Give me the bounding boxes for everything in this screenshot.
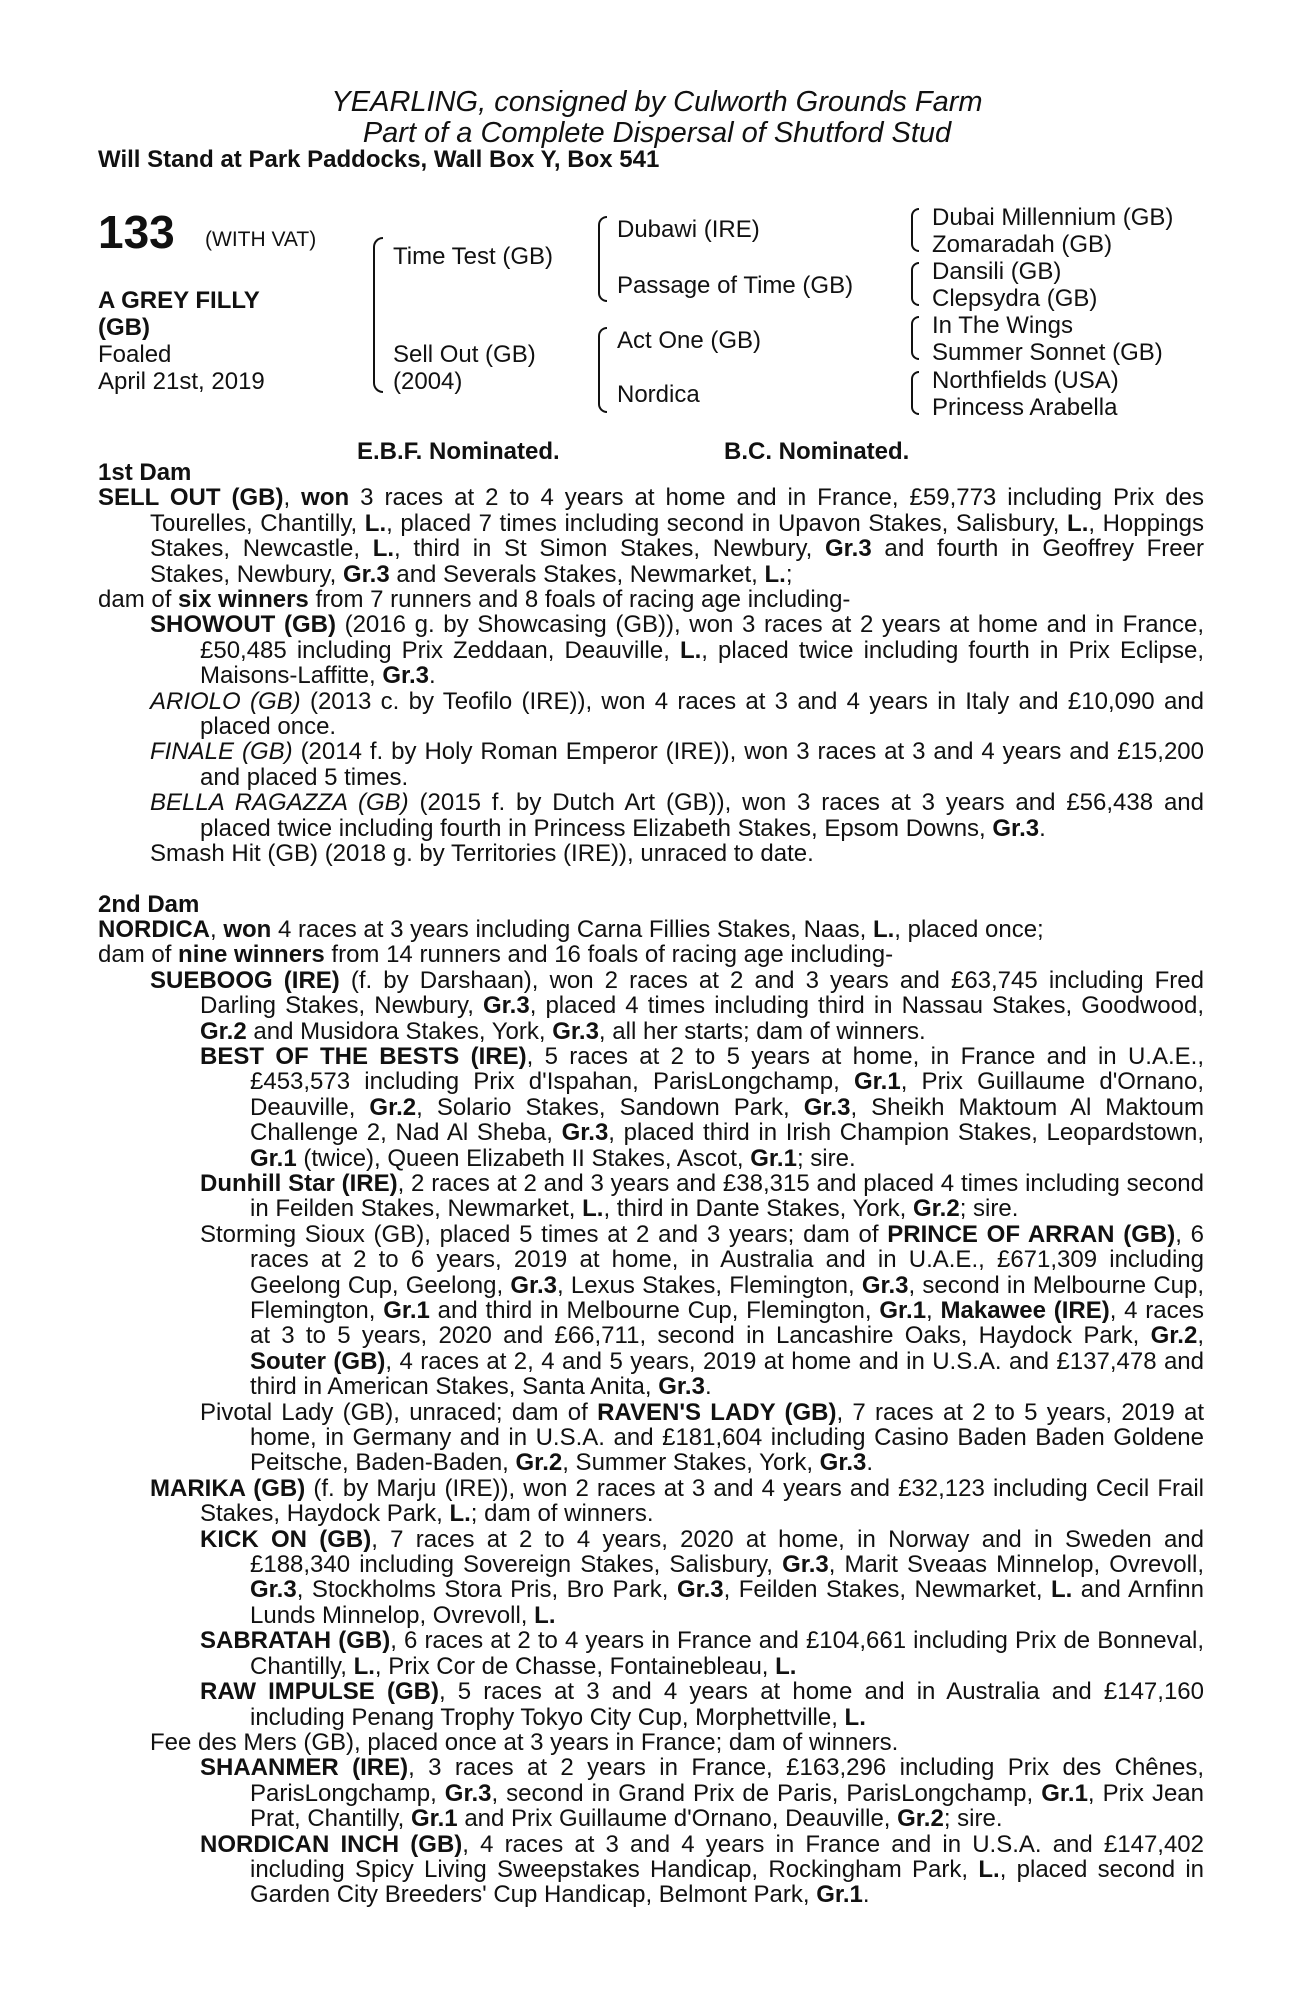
grandproduce-entry: Pivotal Lady (GB), unraced; dam of RAVEN'S LADY (GB), 7 races at 2 to 5 years, 2019 at home, in Germany and in U.S.A. and £181,604 including Casino Baden Baden Goldene Peitsche, Baden-Baden, Gr.2, Summer Stakes, York, Gr.3.: [200, 1398, 1205, 1477]
dam-year: (2004): [393, 368, 463, 395]
produce-entry: Fee des Mers (GB), placed once at 3 years in France; dam of winners.: [150, 1728, 899, 1756]
dam-sire: Act One (GB): [617, 327, 762, 354]
grandproduce-entry: Dunhill Star (IRE), 2 races at 2 and 3 years and £38,315 and placed 4 times including second in Feilden Stakes, Newmarket, L., third in Dante Stakes, York, Gr.2; sire.: [200, 1169, 1204, 1223]
first-dam-heading: 1st Dam: [98, 459, 192, 486]
brace-g3-3: [911, 316, 919, 360]
brace-dam-parents: [598, 327, 607, 413]
lot-description: A GREY FILLY: [98, 287, 260, 314]
produce-entry: MARIKA (GB) (f. by Marju (IRE)), won 2 races at 3 and 4 years and £32,123 including Cecil Frail Stakes, Haydock Park, L.; dam of winners.: [150, 1474, 1205, 1528]
dam-sire-sire: In The Wings: [932, 312, 1073, 339]
produce-entry: SHOWOUT (GB) (2016 g. by Showcasing (GB)), won 3 races at 2 years at home and in France, £50,485 including Prix Zeddaan, Deauville, L., placed twice including fourth in Prix Eclipse, Maisons-Laffitte, Gr.3.: [150, 611, 1204, 690]
dam-dam: Nordica: [617, 381, 700, 408]
granddam-produce-summary: dam of nine winners from 14 runners and 16 foals of racing age including-: [98, 941, 894, 969]
granddam-record: NORDICA, won 4 races at 3 years including Carna Fillies Stakes, Naas, L., placed once;: [98, 915, 1044, 943]
grandproduce-entry: KICK ON (GB), 7 races at 2 to 4 years, 2020 at home, in Norway and in Sweden and £188,340 including Sovereign Stakes, Salisbury, Gr.3, Marit Sveaas Minnelop, Ovrevoll, Gr.3, Stockholms Stora Pris, Bro Park, Gr.3, Feilden Stakes, Newmarket, L. and Arnfinn Lunds Minnelop, Ovrevoll, L.: [200, 1525, 1205, 1629]
catalogue-body: [98, 460, 1204, 1908]
dam-sire-dam: Summer Sonnet (GB): [932, 339, 1163, 366]
consignor-line: YEARLING, consigned by Culworth Grounds Farm: [331, 86, 983, 118]
brace-gen1: [373, 237, 383, 393]
dam: Sell Out (GB): [393, 341, 536, 368]
grandproduce-entry: BEST OF THE BESTS (IRE), 5 races at 2 to 5 years at home, in France and in U.A.E., £453,573 including Prix d'Ispahan, ParisLongchamp, Gr.1, Prix Guillaume d'Ornano, Deauville, Gr.2, Solario Stakes, Sandown Park, Gr.3, Sheikh Maktoum Al Maktoum Challenge 2, Nad Al Sheba, Gr.3, placed third in Irish Champion Stakes, Leopardstown, Gr.1 (twice), Queen Elizabeth II Stakes, Ascot, Gr.1; sire.: [200, 1042, 1204, 1172]
sire-sire-dam: Zomaradah (GB): [932, 231, 1113, 258]
grandproduce-entry: Storming Sioux (GB), placed 5 times at 2 and 3 years; dam of PRINCE OF ARRAN (GB), 6 races at 2 to 6 years, 2019 at home, in Australia and in U.A.E., £671,309 including Geelong Cup, Geelong, Gr.3, Lexus Stakes, Flemington, Gr.3, second in Melbourne Cup, Flemington, Gr.1 and third in Melbourne Cup, Flemington, Gr.1, Makawee (IRE), 4 races at 3 to 5 years, 2020 and £66,711, second in Lancashire Oaks, Haydock Park, Gr.2, Souter (GB), 4 races at 2, 4 and 5 years, 2019 at home and in U.S.A. and £137,478 and third in American Stakes, Santa Anita, Gr.3.: [200, 1220, 1205, 1401]
stand-location: Will Stand at Park Paddocks, Wall Box Y, Box 541: [98, 146, 660, 173]
sire: Time Test (GB): [393, 243, 554, 270]
foaled-label: Foaled: [98, 341, 172, 368]
second-dam-heading: 2nd Dam: [98, 890, 200, 918]
produce-entry: BELLA RAGAZZA (GB) (2015 f. by Dutch Art (GB)), won 3 races at 3 years and £56,438 and placed twice including fourth in Princess Elizabeth Stakes, Epsom Downs, Gr.3.: [150, 789, 1204, 842]
foaled-date: April 21st, 2019: [98, 368, 265, 395]
lot-number: 133: [98, 206, 175, 258]
sire-dam-dam: Clepsydra (GB): [932, 285, 1098, 312]
grandproduce-entry: RAW IMPULSE (GB), 5 races at 3 and 4 years at home and in Australia and £147,160 including Penang Trophy Tokyo City Cup, Morphettville, L.: [200, 1678, 1204, 1731]
sire-sire-sire: Dubai Millennium (GB): [932, 204, 1174, 231]
sire-dam: Passage of Time (GB): [617, 272, 854, 299]
grandproduce-entry: NORDICAN INCH (GB), 4 races at 3 and 4 years in France and in U.S.A. and £147,402 including Spicy Living Sweepstakes Handicap, Rockingham Park, L., placed second in Garden City Breeders' Cup Handicap, Belmont Park, Gr.1.: [200, 1830, 1205, 1909]
brace-sire-parents: [598, 216, 607, 302]
produce-entry: ARIOLO (GB) (2013 c. by Teofilo (IRE)), won 4 races at 3 and 4 years in Italy and £10,090 and placed once.: [150, 687, 1204, 741]
bc-nomination: B.C. Nominated.: [724, 438, 910, 465]
lot-origin: (GB): [98, 314, 150, 341]
brace-g3-2: [911, 262, 919, 306]
dam-produce-summary: dam of six winners from 7 runners and 8 foals of racing age including-: [98, 586, 851, 614]
brace-g3-4: [911, 371, 919, 415]
grandproduce-entry: SABRATAH (GB), 6 races at 2 to 4 years in France and £104,661 including Prix de Bonneval, Chantilly, L., Prix Cor de Chasse, Fontainebleau, L.: [200, 1627, 1205, 1680]
grandproduce-entry: SHAANMER (IRE), 3 races at 2 years in France, £163,296 including Prix des Chênes, ParisLongchamp, Gr.3, second in Grand Prix de Paris, ParisLongchamp, Gr.1, Prix Jean Prat, Chantilly, Gr.1 and Prix Guillaume d'Ornano, Deauville, Gr.2; sire.: [200, 1754, 1205, 1833]
produce-entry: SUEBOOG (IRE) (f. by Darshaan), won 2 races at 2 and 3 years and £63,745 including Fred Darling Stakes, Newbury, Gr.3, placed 4 times including third in Nassau Stakes, Goodwood, Gr.2 and Musidora Stakes, York, Gr.3, all her starts; dam of winners.: [150, 966, 1204, 1045]
dispersal-line: Part of a Complete Dispersal of Shutford Stud: [362, 117, 952, 149]
produce-entry: FINALE (GB) (2014 f. by Holy Roman Emperor (IRE)), won 3 races at 3 and 4 years and £15,200 and placed 5 times.: [150, 738, 1204, 791]
vat-note: (WITH VAT): [205, 228, 317, 251]
dam-dam-dam: Princess Arabella: [932, 394, 1118, 421]
ebf-nomination: E.B.F. Nominated.: [357, 438, 560, 465]
brace-g3-1: [911, 208, 919, 252]
dam-dam-sire: Northfields (USA): [932, 367, 1119, 394]
dam-record: SELL OUT (GB), won 3 races at 2 to 4 years at home and in France, £59,773 including Prix des Tourelles, Chantilly, L., placed 7 times including second in Upavon Stakes, Salisbury, L., Hoppings Stakes, Newcastle, L., third in St Simon Stakes, Newbury, Gr.3 and fourth in Geoffrey Freer Stakes, Newbury, Gr.3 and Severals Stakes, Newmarket, L.;: [98, 484, 1204, 588]
sire-sire: Dubawi (IRE): [617, 216, 760, 243]
produce-entry: Smash Hit (GB) (2018 g. by Territories (IRE)), unraced to date.: [150, 840, 814, 868]
sire-dam-sire: Dansili (GB): [932, 258, 1062, 285]
